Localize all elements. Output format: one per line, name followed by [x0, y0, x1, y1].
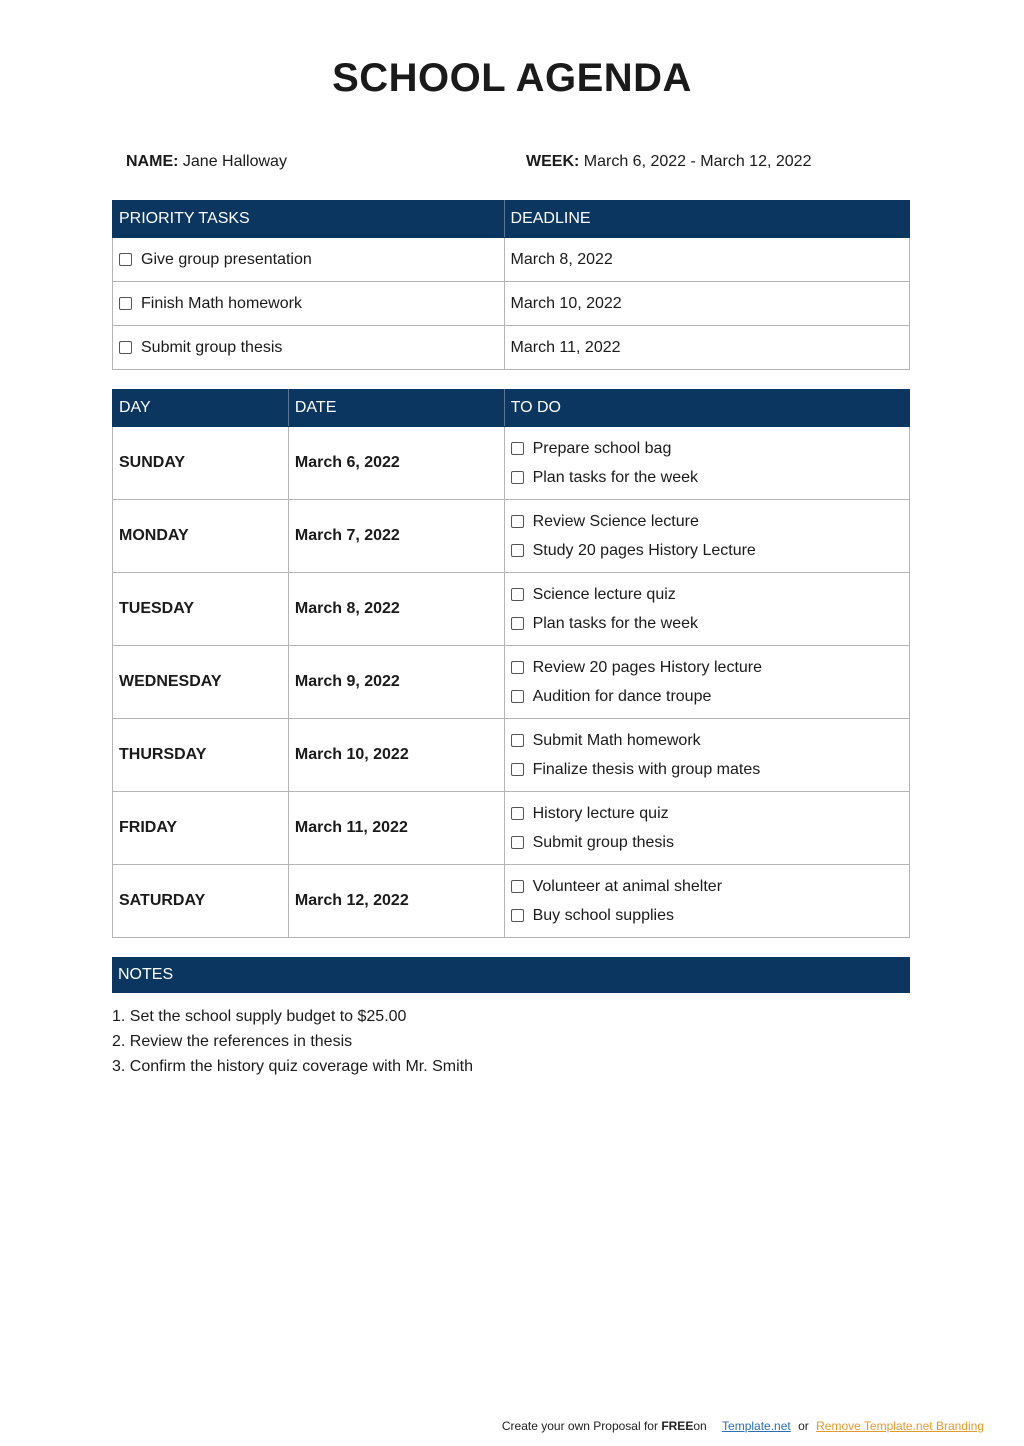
- todo-label: Buy school supplies: [532, 907, 674, 924]
- week-field: [526, 153, 811, 171]
- todo-item: [511, 799, 903, 828]
- checkbox[interactable]: [511, 690, 524, 703]
- task-label: Finish Math homework: [141, 294, 302, 312]
- todo-item: [511, 682, 903, 711]
- table-row: [113, 282, 910, 326]
- remove-branding-link[interactable]: Remove Template.net Branding: [816, 1419, 984, 1433]
- todo-label: Finalize thesis with group mates: [532, 761, 761, 778]
- todo-item: [511, 653, 903, 682]
- todo-cell: [504, 427, 909, 500]
- footer-free: FREE: [661, 1419, 694, 1433]
- day-cell: TUESDAY: [113, 573, 289, 646]
- date-cell: March 7, 2022: [288, 500, 504, 573]
- todo-label: Review 20 pages History lecture: [532, 659, 763, 676]
- table-row: [113, 427, 910, 500]
- page-title: SCHOOL AGENDA: [332, 56, 692, 100]
- day-cell: THURSDAY: [113, 719, 289, 792]
- todo-item: [511, 609, 903, 638]
- checkbox[interactable]: [119, 297, 132, 310]
- priority-tasks-table: [112, 200, 910, 370]
- checkbox[interactable]: [511, 909, 524, 922]
- todo-label: Plan tasks for the week: [532, 469, 698, 486]
- table-row: [113, 500, 910, 573]
- deadline-cell: March 10, 2022: [504, 282, 909, 326]
- column-header-deadline: DEADLINE: [504, 201, 909, 238]
- checkbox[interactable]: [511, 442, 524, 455]
- day-cell: SATURDAY: [113, 865, 289, 938]
- date-cell: March 12, 2022: [288, 865, 504, 938]
- checkbox[interactable]: [511, 763, 524, 776]
- day-cell: SUNDAY: [113, 427, 289, 500]
- checkbox[interactable]: [119, 341, 132, 354]
- checkbox[interactable]: [511, 544, 524, 557]
- table-row: [113, 719, 910, 792]
- deadline-cell: March 11, 2022: [504, 326, 909, 370]
- table-header-row: [113, 201, 910, 238]
- day-cell: FRIDAY: [113, 792, 289, 865]
- column-header-to-do: TO DO: [504, 390, 909, 427]
- checkbox[interactable]: [511, 807, 524, 820]
- note-item: 2. Review the references in thesis: [112, 1033, 353, 1050]
- table-row: [113, 792, 910, 865]
- todo-item: [511, 507, 903, 536]
- date-cell: March 11, 2022: [288, 792, 504, 865]
- column-header-date: DATE: [288, 390, 504, 427]
- todo-item: [511, 536, 903, 565]
- table-row: [113, 573, 910, 646]
- todo-label: History lecture quiz: [532, 805, 669, 822]
- todo-label: Plan tasks for the week: [532, 615, 698, 632]
- todo-item: [511, 901, 903, 930]
- notes-list: [112, 1004, 910, 1079]
- footer-branding: [502, 1419, 984, 1433]
- day-cell: MONDAY: [113, 500, 289, 573]
- date-cell: March 6, 2022: [288, 427, 504, 500]
- checkbox[interactable]: [511, 588, 524, 601]
- week-label: WEEK:: [526, 153, 580, 170]
- task-cell: [113, 238, 505, 282]
- todo-item: [511, 755, 903, 784]
- note-item: 1. Set the school supply budget to $25.00: [112, 1008, 407, 1025]
- date-cell: March 10, 2022: [288, 719, 504, 792]
- todo-item: [511, 872, 903, 901]
- todo-item: [511, 828, 903, 857]
- date-cell: March 8, 2022: [288, 573, 504, 646]
- deadline-cell: March 8, 2022: [504, 238, 909, 282]
- column-header-priority-tasks: PRIORITY TASKS: [113, 201, 505, 238]
- table-row: [113, 326, 910, 370]
- todo-label: Prepare school bag: [532, 440, 672, 457]
- task-label: Give group presentation: [141, 250, 312, 268]
- task-cell: [113, 326, 505, 370]
- todo-cell: [504, 792, 909, 865]
- checkbox[interactable]: [119, 253, 132, 266]
- note-item: 3. Confirm the history quiz coverage with Mr. Smith: [112, 1058, 474, 1075]
- todo-label: Submit Math homework: [532, 732, 701, 749]
- template-net-link[interactable]: Template.net: [722, 1419, 791, 1433]
- todo-item: [511, 726, 903, 755]
- table-row: [113, 238, 910, 282]
- todo-label: Review Science lecture: [532, 513, 699, 530]
- table-row: [113, 646, 910, 719]
- todo-cell: [504, 500, 909, 573]
- checkbox[interactable]: [511, 515, 524, 528]
- todo-label: Study 20 pages History Lecture: [532, 542, 756, 559]
- todo-label: Volunteer at animal shelter: [532, 878, 723, 895]
- name-value: Jane Halloway: [182, 153, 287, 170]
- notes-header: NOTES: [112, 957, 910, 993]
- info-row: [126, 153, 906, 175]
- footer-on: on: [693, 1419, 707, 1433]
- todo-cell: [504, 719, 909, 792]
- footer-prefix: Create your own Proposal for: [501, 1419, 658, 1433]
- day-cell: WEDNESDAY: [113, 646, 289, 719]
- checkbox[interactable]: [511, 880, 524, 893]
- week-value: March 6, 2022 - March 12, 2022: [583, 153, 812, 170]
- todo-cell: [504, 573, 909, 646]
- weekly-schedule-table: [112, 389, 910, 938]
- checkbox[interactable]: [511, 661, 524, 674]
- date-cell: March 9, 2022: [288, 646, 504, 719]
- todo-cell: [504, 865, 909, 938]
- checkbox[interactable]: [511, 471, 524, 484]
- task-label: Submit group thesis: [141, 338, 283, 356]
- checkbox[interactable]: [511, 617, 524, 630]
- todo-item: [511, 580, 903, 609]
- todo-label: Audition for dance troupe: [532, 688, 712, 705]
- name-field: [126, 153, 287, 171]
- todo-label: Science lecture quiz: [532, 586, 676, 603]
- name-label: NAME:: [126, 153, 179, 170]
- checkbox[interactable]: [511, 734, 524, 747]
- todo-item: [511, 463, 903, 492]
- table-row: [113, 865, 910, 938]
- table-header-row: [113, 390, 910, 427]
- task-cell: [113, 282, 505, 326]
- todo-cell: [504, 646, 909, 719]
- todo-label: Submit group thesis: [532, 834, 674, 851]
- column-header-day: DAY: [113, 390, 289, 427]
- todo-item: [511, 434, 903, 463]
- checkbox[interactable]: [511, 836, 524, 849]
- footer-or: or: [798, 1419, 809, 1433]
